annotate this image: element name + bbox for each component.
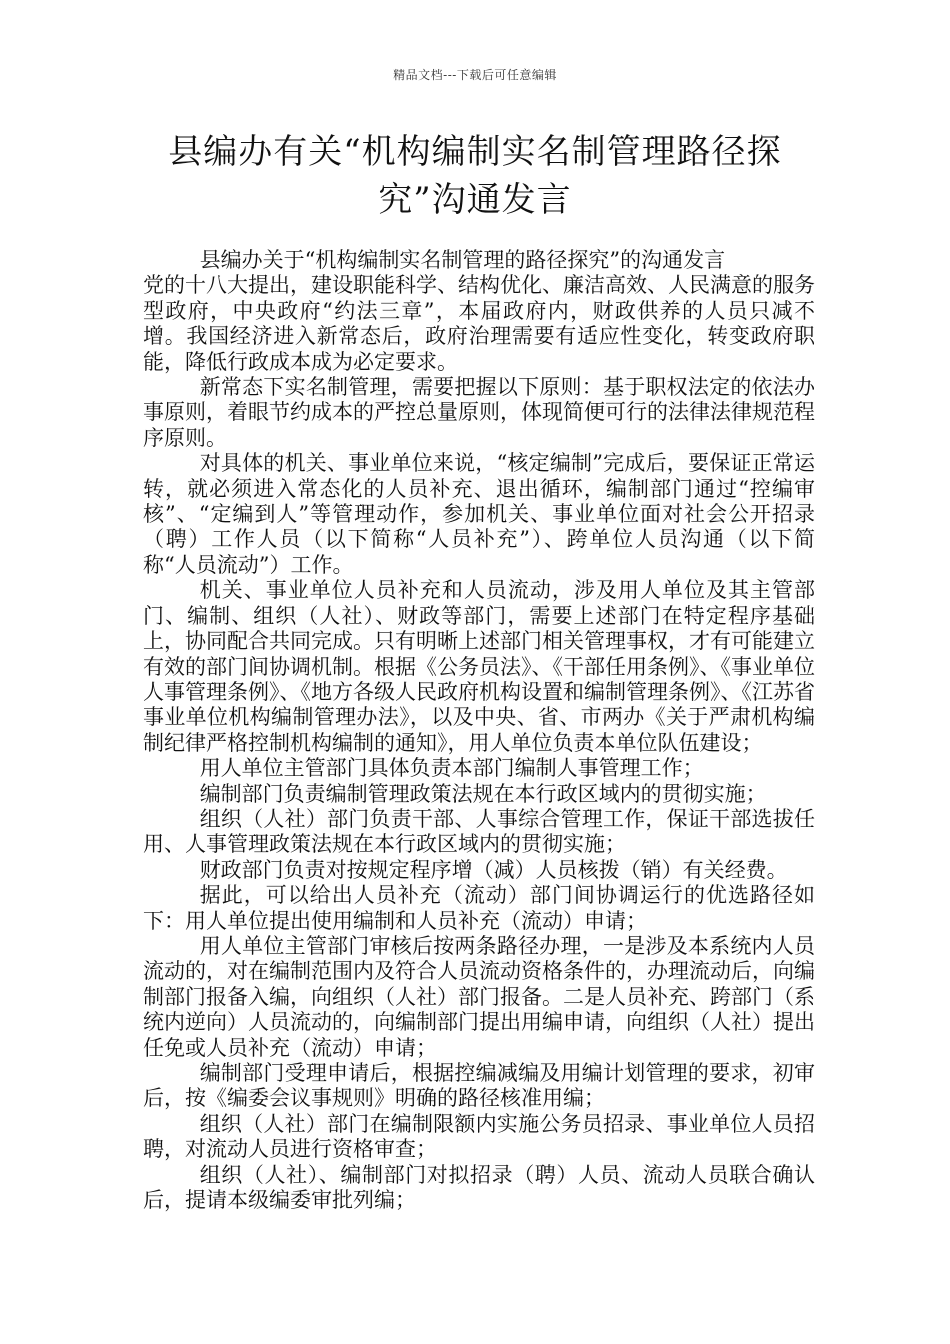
body-paragraph: 对具体的机关、事业单位来说，“核定编制”完成后，要保证正常运转，就必须进入常态化的人员补充、退出循环，编制部门通过“控编审核”、“定编到人”等管理动作，参加机关、事业单位面对社会公开招录（聘）工作人员（以下简称“人员补充”）、跨单位人员沟通（以下简称“人员流动”）工作。 bbox=[143, 451, 815, 577]
body-paragraph: 机关、事业单位人员补充和人员流动，涉及用人单位及其主管部门、编制、组织（人社）、财政等部门，需要上述部门在特定程序基础上，协同配合共同完成。只有明晰上述部门相关管理事权，才有可能建立有效的部门间协调机制。根据《公务员法》、《干部任用条例》、《事业单位人事管理条例》、《地方各级人民政府机构设置和编制管理条例》、《江苏省事业单位机构编制管理办法》，以及中央、省、市两办《关于严肃机构编制纪律严格控制机构编制的通知》，用人单位负责本单位队伍建设； bbox=[143, 578, 815, 755]
body-paragraph: 组织（人社）部门负责干部、人事综合管理工作，保证干部选拔任用、人事管理政策法规在本行政区域内的贯彻实施； bbox=[143, 806, 815, 857]
body-paragraph: 组织（人社）、编制部门对拟招录（聘）人员、流动人员联合确认后，提请本级编委审批列编； bbox=[143, 1162, 815, 1213]
document-body bbox=[143, 248, 815, 1213]
body-paragraph: 用人单位主管部门具体负责本部门编制人事管理工作； bbox=[199, 756, 704, 781]
body-paragraph: 编制部门负责编制管理政策法规在本行政区域内的贯彻实施； bbox=[199, 781, 767, 806]
body-paragraph: 用人单位主管部门审核后按两条路径办理，一是涉及本系统内人员流动的，对在编制范围内及符合人员流动资格条件的，办理流动后，向编制部门报备入编，向组织（人社）部门报备。二是人员补充、跨部门（系统内逆向）人员流动的，向编制部门提出用编申请，向组织（人社）提出任免或人员补充（流动）申请； bbox=[143, 933, 815, 1060]
body-paragraph: 党的十八大提出，建设职能科学、结构优化、廉洁高效、人民满意的服务型政府，中央政府“约法三章”，本届政府内，财政供养的人员只减不增。我国经济进入新常态后，政府治理需要有适应性变化，转变政府职能，降低行政成本成为必定要求。 bbox=[143, 273, 815, 374]
body-paragraph: 编制部门受理申请后，根据控编减编及用编计划管理的要求，初审后，按《编委会议事规则》明确的路径核准用编； bbox=[143, 1061, 815, 1111]
header-note: 精品文档---下载后可任意编辑 bbox=[393, 68, 557, 82]
body-paragraph: 财政部门负责对按规定程序增（减）人员核拨（销）有关经费。 bbox=[199, 857, 788, 882]
body-paragraph: 新常态下实名制管理，需要把握以下原则：基于职权法定的依法办事原则，着眼节约成本的严控总量原则，体现简便可行的法律法律规范程序原则。 bbox=[143, 375, 815, 450]
body-paragraph: 组织（人社）部门在编制限额内实施公务员招录、事业单位人员招聘，对流动人员进行资格审查； bbox=[143, 1111, 815, 1162]
body-paragraph: 据此，可以给出人员补充（流动）部门间协调运行的优选路径如下：用人单位提出使用编制和人员补充（流动）申请； bbox=[143, 883, 815, 933]
body-paragraph: 县编办关于“机构编制实名制管理的路径探究”的沟通发言 bbox=[199, 248, 726, 272]
document-title: 县编办有关“机构编制实名制管理路径探究”沟通发言 bbox=[168, 132, 782, 220]
